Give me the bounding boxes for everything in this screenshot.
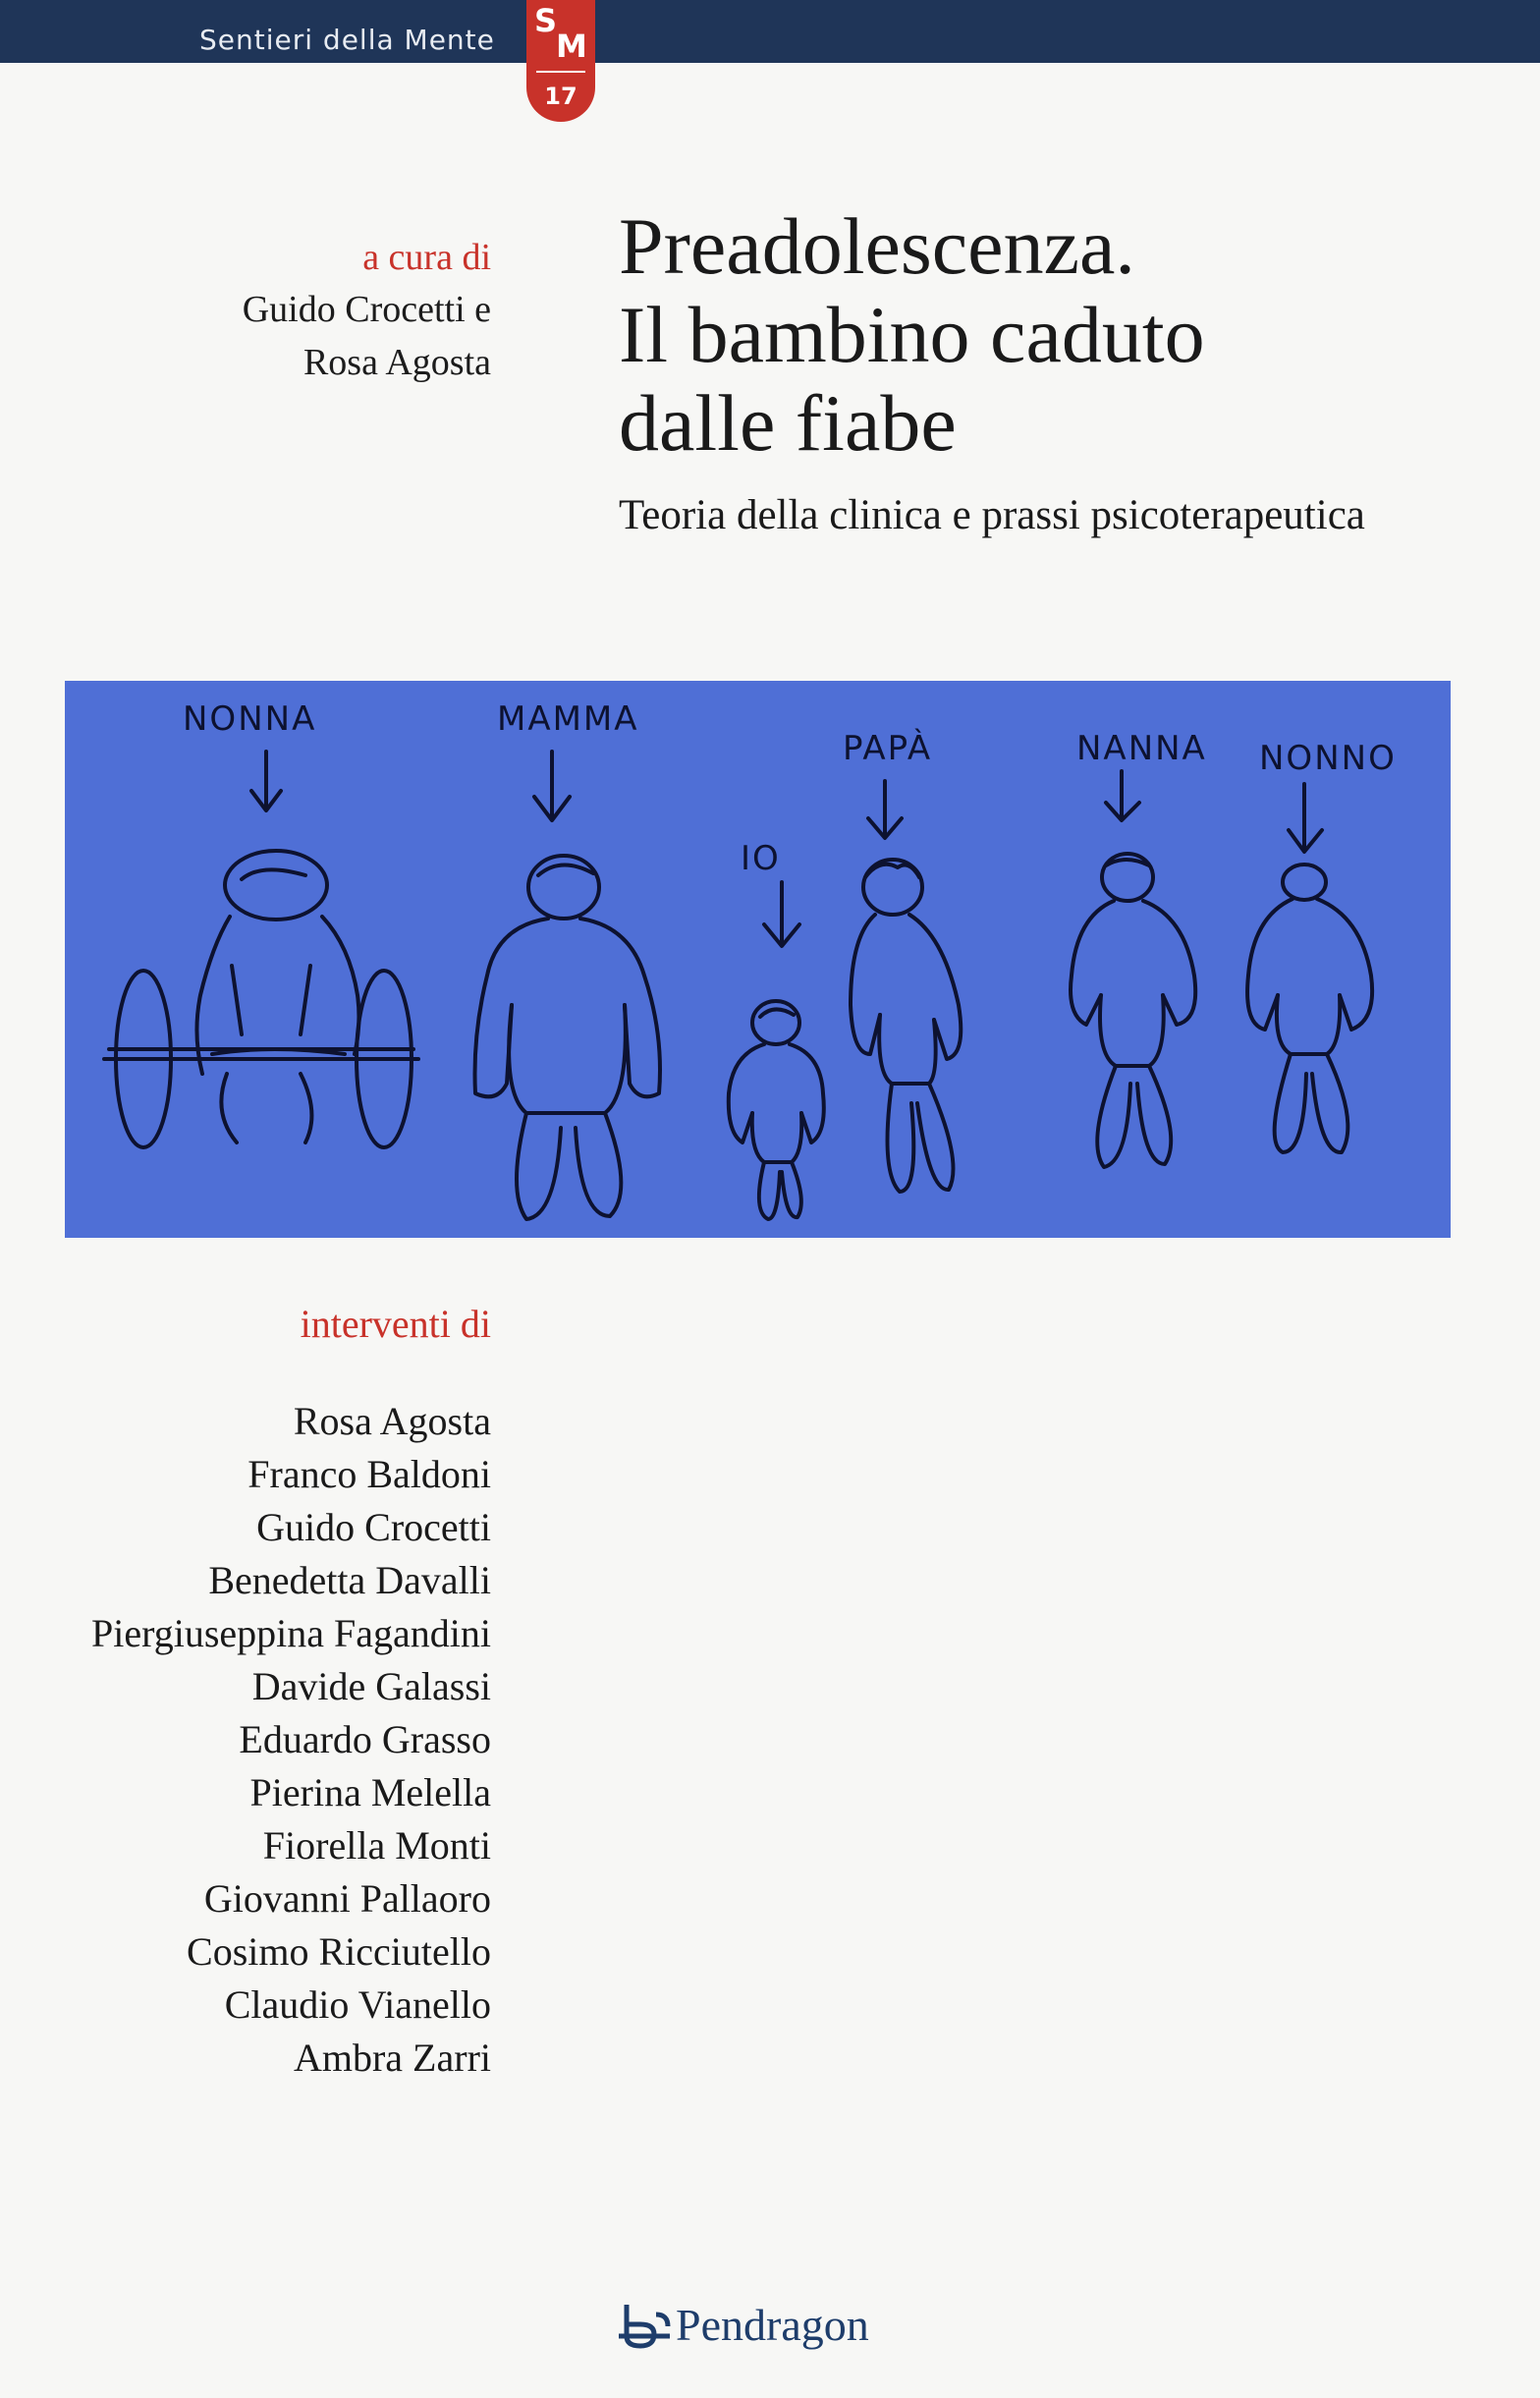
drawing-label-nanna: NANNA	[1076, 729, 1207, 768]
editors-label: a cura di	[362, 237, 491, 278]
series-bar	[0, 0, 1540, 63]
contributor-name: Pierina Melella	[249, 1770, 491, 1814]
contributor-name: Davide Galassi	[251, 1664, 491, 1708]
contributors-label: interventi di	[300, 1302, 491, 1346]
contributor-name: Benedetta Davalli	[208, 1558, 491, 1602]
contributors-list	[91, 1395, 491, 2085]
publisher-logo	[617, 2297, 869, 2352]
drawing-arrows	[251, 752, 1322, 946]
contributor-name: Franco Baldoni	[248, 1452, 491, 1496]
figure-nonno	[1247, 864, 1372, 1152]
contributor-name: Fiorella Monti	[262, 1823, 491, 1868]
drawing-label-nonna: NONNA	[183, 699, 317, 739]
family-drawing	[65, 681, 1451, 1238]
series-name: Sentieri della Mente	[199, 24, 495, 56]
series-badge-rule	[536, 71, 585, 73]
book-subtitle: Teoria della clinica e prassi psicoterapeutica	[619, 492, 1365, 538]
contributor-name: Piergiuseppina Fagandini	[91, 1611, 491, 1655]
title-line: Preadolescenza.	[619, 201, 1135, 291]
series-badge-s: S	[534, 2, 558, 39]
title-line: Il bambino caduto	[619, 290, 1205, 379]
editors-block	[243, 232, 491, 389]
contributors-block	[91, 1295, 491, 2085]
series-badge-m: M	[556, 28, 587, 65]
contributor-name: Eduardo Grasso	[239, 1717, 491, 1761]
publisher-name: Pendragon	[676, 2299, 869, 2350]
contributor-name: Claudio Vianello	[224, 1982, 491, 2027]
drawing-label-papa: PAPÀ	[843, 729, 933, 768]
drawing-label-mamma: MAMMA	[497, 699, 639, 739]
drawing-label-nonno: NONNO	[1259, 739, 1397, 778]
drawing-label-io: IO	[741, 839, 781, 878]
series-number: 17	[544, 83, 578, 110]
title-line: dalle fiabe	[619, 378, 957, 468]
pendragon-mark-icon	[617, 2297, 672, 2352]
series-badge	[526, 0, 595, 122]
contributor-name: Rosa Agosta	[293, 1399, 491, 1443]
editor-name: Rosa Agosta	[302, 342, 491, 383]
cover-drawing	[65, 681, 1451, 1238]
contributor-name: Ambra Zarri	[293, 2036, 491, 2080]
contributor-name: Guido Crocetti	[256, 1505, 491, 1549]
editor-name: Guido Crocetti e	[242, 289, 491, 330]
figure-papa	[851, 860, 961, 1192]
figure-mamma	[475, 856, 661, 1219]
book-title	[619, 202, 1503, 468]
figure-io	[729, 1001, 824, 1219]
contributor-name: Cosimo Ricciutello	[187, 1929, 491, 1974]
figure-nanna	[1071, 854, 1195, 1167]
figure-nonna	[104, 851, 418, 1147]
contributor-name: Giovanni Pallaoro	[203, 1876, 491, 1921]
